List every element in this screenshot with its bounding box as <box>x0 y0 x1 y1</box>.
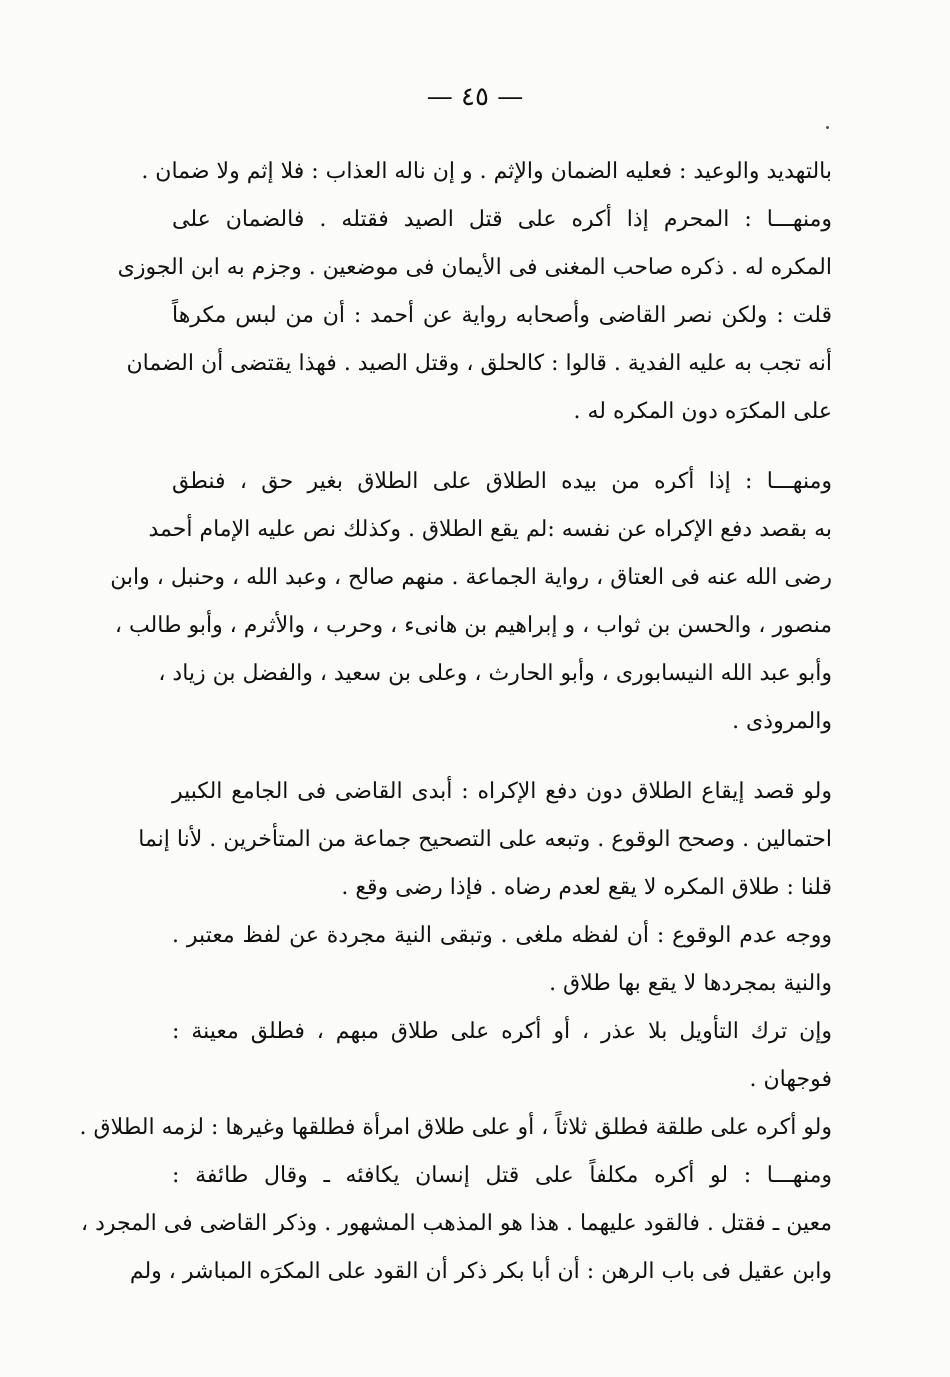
text-line: منصور ، والحسن بن ثواب ، و إبراهيم بن هانىء ، وحرب ، والأثرم ، وأبو طالب ، <box>114 613 832 638</box>
text-line: أنه تجب به عليه الفدية . قالوا : كالحلق ، وقتل الصيد . فهذا يقتضى أن الضمان <box>126 351 832 376</box>
text-line: وابن عقيل فى باب الرهن : أن أبا بكر ذكر أن القود على المكرَه المباشر ، ولم <box>129 1259 832 1284</box>
text-line: فوجهان . <box>749 1067 832 1092</box>
text-line: المكره له . ذكره صاحب المغنى فى الأيمان فى موضعين . وجزم به ابن الجوزى <box>117 255 832 280</box>
text-line: رضى الله عنه فى العتاق ، رواية الجماعة . منهم صالح ، وعبد الله ، وحنبل ، وابن <box>110 565 832 590</box>
text-line: ووجه عدم الوقوع : أن لفظه ملغى . وتبقى النية مجردة عن لفظ معتبر . <box>172 923 832 948</box>
text-line: وأبو عبد الله النيسابورى ، وأبو الحارث ، وعلى بن سعيد ، والفضل بن زياد ، <box>158 661 832 686</box>
text-line: قلت : ولكن نصر القاضى وأصحابه رواية عن أحمد : أن من لبس مكرهاً <box>172 303 832 328</box>
text-line: معين ـ فقتل . فالقود عليهما . هذا هو المذهب المشهور . وذكر القاضى فى المجرد ، <box>81 1211 832 1236</box>
text-line: ومنهـــا : لو أكره مكلفاً على قتل إنسان يكافئه ـ وقال طائفة : <box>172 1163 832 1188</box>
text-line: والنية بمجردها لا يقع بها طلاق . <box>549 971 832 996</box>
text-line: على المكرَه دون المكره له . <box>573 399 832 424</box>
text-line: ومنهـــا : المحرم إذا أكره على قتل الصيد فقتله . فالضمان على <box>172 207 832 232</box>
text-line: ولو قصد إيقاع الطلاق دون دفع الإكراه : أبدى القاضى فى الجامع الكبير <box>172 779 832 804</box>
ink-speck <box>826 126 829 129</box>
page-number: — ٤٥ — <box>426 82 524 112</box>
page-body-text <box>79 148 832 1296</box>
text-line: به بقصد دفع الإكراه عن نفسه :لم يقع الطلاق . وكذلك نص عليه الإمام أحمد <box>148 517 832 542</box>
text-line: قلنا : طلاق المكره لا يقع لعدم رضاه . فإذا رضى وقع . <box>341 875 832 900</box>
text-line: والمروذى . <box>732 709 832 734</box>
text-line: بالتهديد والوعيد : فعليه الضمان والإثم . و إن ناله العذاب : فلا إثم ولا ضمان . <box>141 159 832 184</box>
text-line: وإن ترك التأويل بلا عذر ، أو أكره على طلاق مبهم ، فطلق معينة : <box>172 1019 832 1044</box>
text-line: ومنهـــا : إذا أكره من بيده الطلاق على الطلاق بغير حق ، فنطق <box>172 469 832 494</box>
text-line: احتمالين . وصحح الوقوع . وتبعه على التصحيح جماعة من المتأخرين . لأنا إنما <box>138 827 832 852</box>
text-line: ولو أكره على طلقة فطلق ثلاثاً ، أو على طلاق امرأة فطلقها وغيرها : لزمه الطلاق . <box>79 1115 832 1140</box>
